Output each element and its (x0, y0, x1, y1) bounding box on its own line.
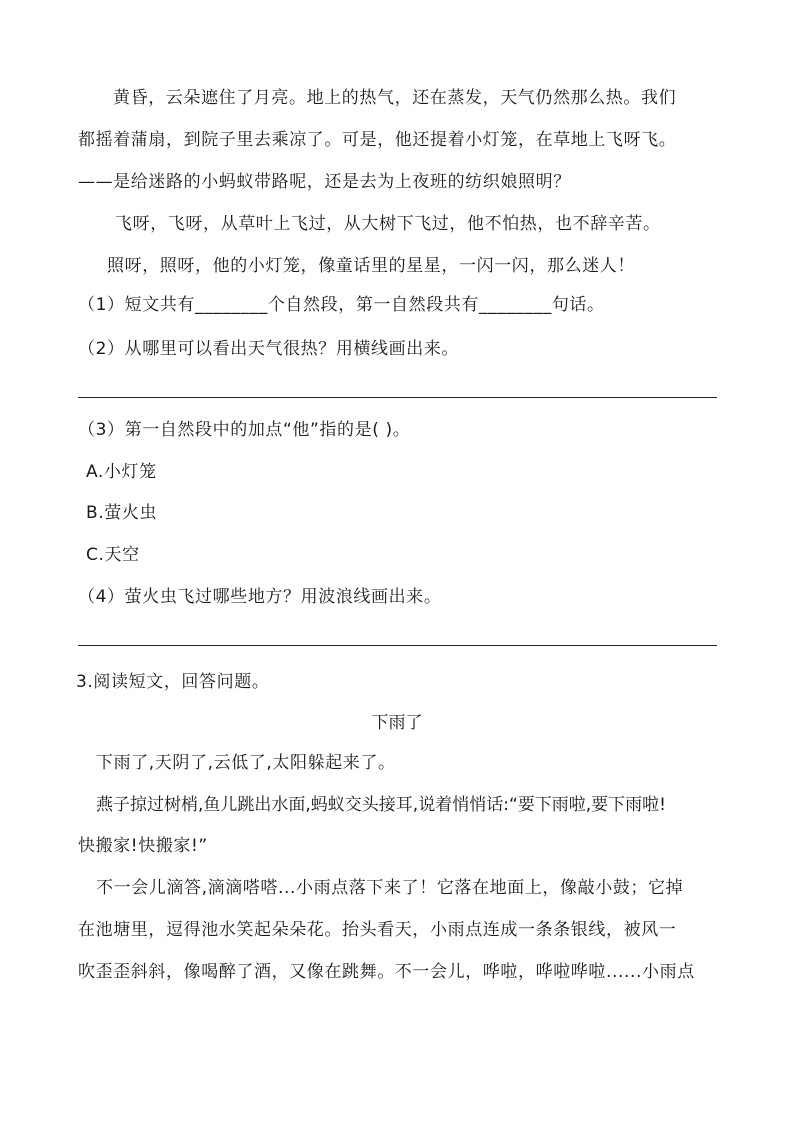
section-3-heading: 3.阅读短文，回答问题。 (76, 672, 270, 692)
answer-line-q2 (78, 397, 717, 398)
answer-line-q4 (78, 645, 717, 646)
question-3-option-c: C.天空 (86, 545, 140, 565)
question-3-option-b: B.萤火虫 (86, 503, 158, 523)
question-1: （1）短文共有________个自然段，第一自然段共有________句话。 (78, 295, 605, 315)
section-3-paragraph3-line2: 在池塘里，逗得池水笑起朵朵花。抬头看天，小雨点连成一条条银线，被风一 (78, 920, 677, 940)
passage1-paragraph1-line1: 黄昏，云朵遮住了月亮。地上的热气，还在蒸发，天气仍然那么热。我们 (113, 88, 677, 108)
question-3-option-a: A.小灯笼 (86, 462, 157, 482)
passage1-paragraph3: 照呀，照呀，他的小灯笼，像童话里的星星，一闪一闪，那么迷人！ (107, 256, 635, 276)
question-2: （2）从哪里可以看出天气很热？用横线画出来。 (78, 339, 460, 359)
question-3: （3）第一自然段中的加点“他”指的是( )。 (78, 420, 411, 440)
section-3-paragraph3-line3: 吹歪歪斜斜，像喝醉了酒，又像在跳舞。不一会儿，哗啦，哗啦哗啦......小雨点 (78, 962, 695, 982)
passage1-paragraph1-line3: ——是给迷路的小蚂蚁带路呢，还是去为上夜班的纺织娘照明？ (78, 172, 571, 192)
section-3-paragraph1: 下雨了,天阴了,云低了,太阳躲起来了。 (96, 753, 396, 773)
section-3-paragraph3-line1: 不一会儿滴答,滴滴嗒嗒...小雨点落下来了！它落在地面上，像敲小鼓；它掉 (96, 878, 684, 898)
passage1-paragraph2: 飞呀，飞呀，从草叶上飞过，从大树下飞过，他不怕热，也不辞辛苦。 (115, 214, 661, 234)
section-3-paragraph2-line2: 快搬家!快搬家!” (78, 836, 208, 856)
section-3-title: 下雨了 (371, 713, 423, 733)
question-4: （4）萤火虫飞过哪些地方？用波浪线画出来。 (78, 587, 442, 607)
passage1-paragraph1-line2: 都摇着蒲扇，到院子里去乘凉了。可是，他还提着小灯笼，在草地上飞呀飞。 (78, 130, 677, 150)
section-3-paragraph2-line1: 燕子掠过树梢,鱼儿跳出水面,蚂蚁交头接耳,说着悄悄话:“要下雨啦,要下雨啦! (96, 795, 666, 815)
